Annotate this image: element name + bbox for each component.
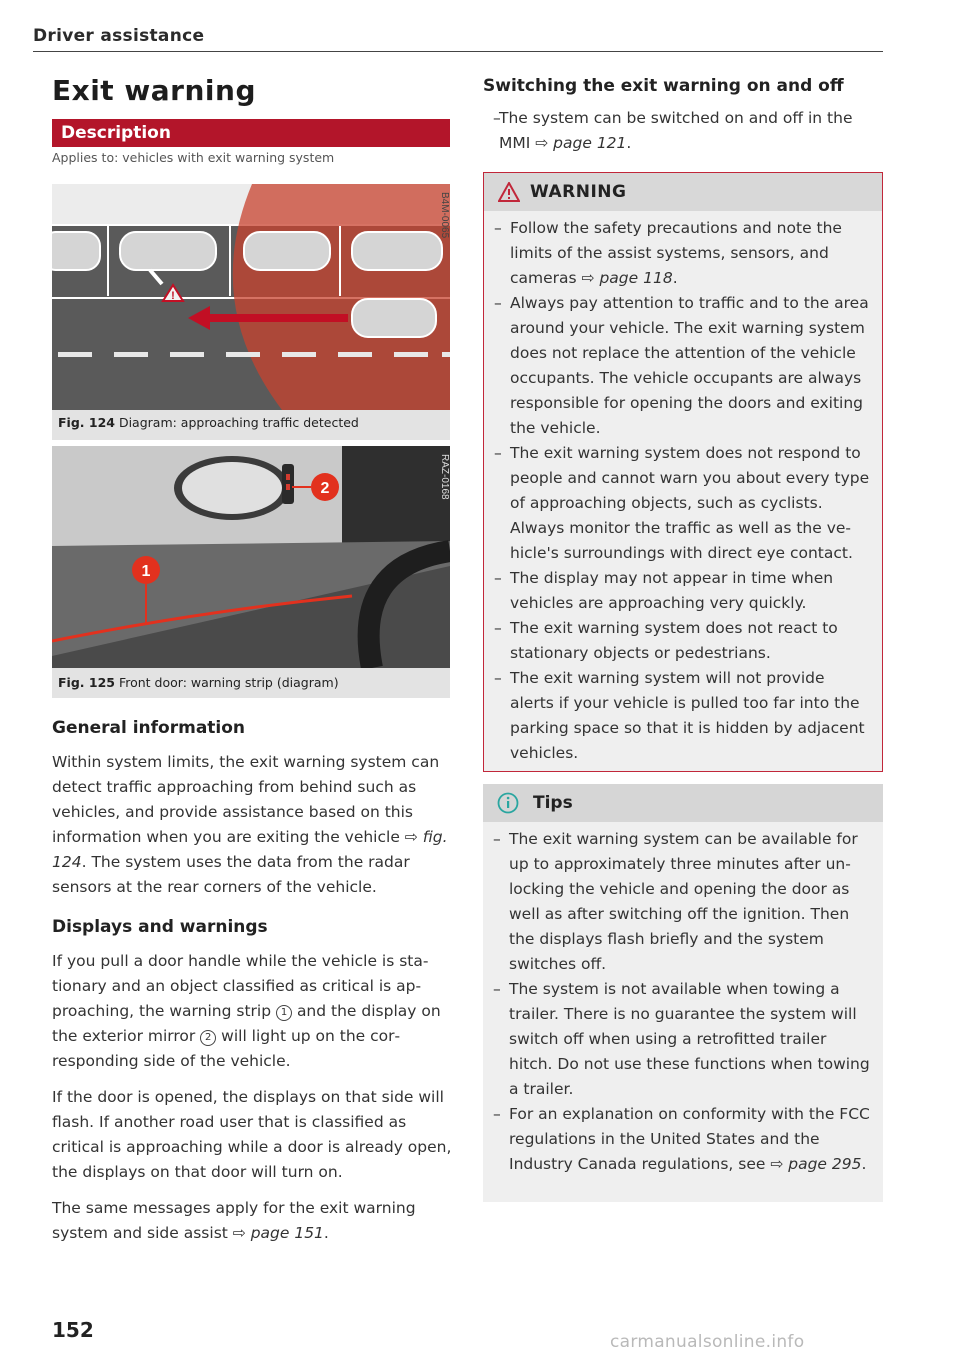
switching-list: [483, 106, 883, 156]
general-information-section: [52, 718, 452, 911]
section-heading: Switching the exit warning on and off: [483, 76, 844, 96]
warning-title: WARNING: [530, 182, 627, 202]
figure-caption-text: Front door: warning strip (diagram): [118, 675, 339, 690]
section-body: [52, 949, 452, 1246]
list-item: – The system can be switched on and off in the MMI ⇨ page 121.: [483, 106, 883, 156]
callout-1-ref: 1: [276, 1005, 292, 1021]
page-link[interactable]: ⇨ page 151: [232, 1224, 324, 1242]
list-item: – The exit warning system will not provide alerts if your vehicle is pulled too far into the parking space so that it is hidden by adjacent vehicles.: [484, 666, 872, 766]
figure-caption: [58, 415, 359, 430]
warning-list: [484, 211, 882, 766]
section-heading: Displays and warnings: [52, 917, 268, 937]
list-item: – The exit warning system does not react to stationary objects or pedestrians.: [484, 616, 872, 666]
tips-list: [483, 822, 883, 1177]
list-item: – The system is not available when towing a trailer. There is no guarantee the system will switch off when using a retrofitted trailer hitch. Do not use these functions when towing a trailer.: [483, 977, 873, 1102]
paragraph: If the door is opened, the displays on that side will flash. If another road user that is classified as critical is approaching while a door is already open, the displays on that door will turn on.: [52, 1088, 452, 1181]
figure-125: [52, 446, 450, 698]
description-bar: Description: [52, 119, 450, 147]
page-link[interactable]: ⇨ page 121: [535, 134, 627, 152]
chapter-title: Exit warning: [52, 74, 256, 107]
tips-header: [483, 784, 883, 822]
figure-code: B4M-0065: [439, 192, 450, 239]
list-item: – Follow the safety precautions and note the limits of the assist systems, sensors, and cameras ⇨ page 118.: [484, 216, 872, 291]
figure-caption: [58, 675, 339, 690]
page-number: 152: [52, 1318, 94, 1342]
figure-label: Fig. 124: [58, 415, 115, 430]
section-heading: General information: [52, 718, 246, 738]
page-link[interactable]: ⇨ page 118: [581, 269, 673, 287]
displays-warnings-section: [52, 917, 452, 1257]
figure-124: [52, 184, 450, 440]
door-strip-image: [52, 446, 450, 668]
applies-to-note: Applies to: vehicles with exit warning system: [52, 150, 335, 165]
list-item: – The display may not appear in time when vehicles are approaching very quickly.: [484, 566, 872, 616]
callout-2-ref: 2: [200, 1030, 216, 1046]
paragraph: Within system limits, the exit warning system can detect traffic approaching from behind such as vehicles, and provide assistance based on this information when you are exiting the vehicle ⇨ fig. 124. The system uses the data from the radar sensors at the rear corners of the vehicle.: [52, 753, 448, 896]
page-link[interactable]: ⇨ page 295: [770, 1155, 862, 1173]
header-rule: [33, 51, 883, 52]
section-body: [52, 750, 452, 900]
warning-header: [484, 173, 882, 211]
tips-box: [483, 784, 883, 1202]
switching-section: [483, 76, 883, 156]
figure-caption-text: Diagram: approaching traffic detected: [118, 415, 359, 430]
list-item: – Always pay attention to traffic and to the area around your vehicle. The exit warning system does not replace the attention of the vehicle occupants. The vehicle occupants are always responsible for opening the doors and exiting the vehicle.: [484, 291, 872, 441]
list-item: – The exit warning system can be available for up to approximately three minutes after unlocking the vehicle and opening the door as well as after switching off the ignition. Then the displays flash briefly and the system switches off.: [483, 827, 873, 977]
traffic-diagram-image: [52, 184, 450, 410]
paragraph: The same messages apply for the exit warning system and side assist ⇨ page 151.: [52, 1199, 416, 1242]
tips-title: Tips: [533, 793, 573, 813]
callout-2: 2: [320, 480, 330, 497]
list-item: – For an explanation on conformity with the FCC regulations in the United States and the Industry Canada regulations, see ⇨ page 295.: [483, 1102, 873, 1177]
warning-box: [483, 172, 883, 772]
figure-link[interactable]: ⇨ fig. 124: [52, 828, 448, 871]
figure-label: Fig. 125: [58, 675, 115, 690]
info-icon: [497, 792, 519, 814]
callout-1: 1: [141, 563, 151, 580]
paragraph: If you pull a door handle while the vehicle is stationary and an object classified as critical is approaching, the warning strip 1 and the display on the exterior mirror 2 will light up on the corresponding side of the vehicle.: [52, 952, 441, 1070]
warning-triangle-icon: [498, 182, 520, 202]
running-header: Driver assistance: [33, 26, 205, 46]
list-item: – The exit warning system does not respond to people and cannot warn you about every type of approaching objects, such as cyclists. Always monitor the traffic as well as the vehicle's surroundings with direct eye contact.: [484, 441, 872, 566]
svg-text:!: !: [171, 290, 175, 302]
watermark: carmanualsonline.info: [610, 1332, 805, 1352]
figure-code: RAZ-0168: [439, 454, 450, 500]
